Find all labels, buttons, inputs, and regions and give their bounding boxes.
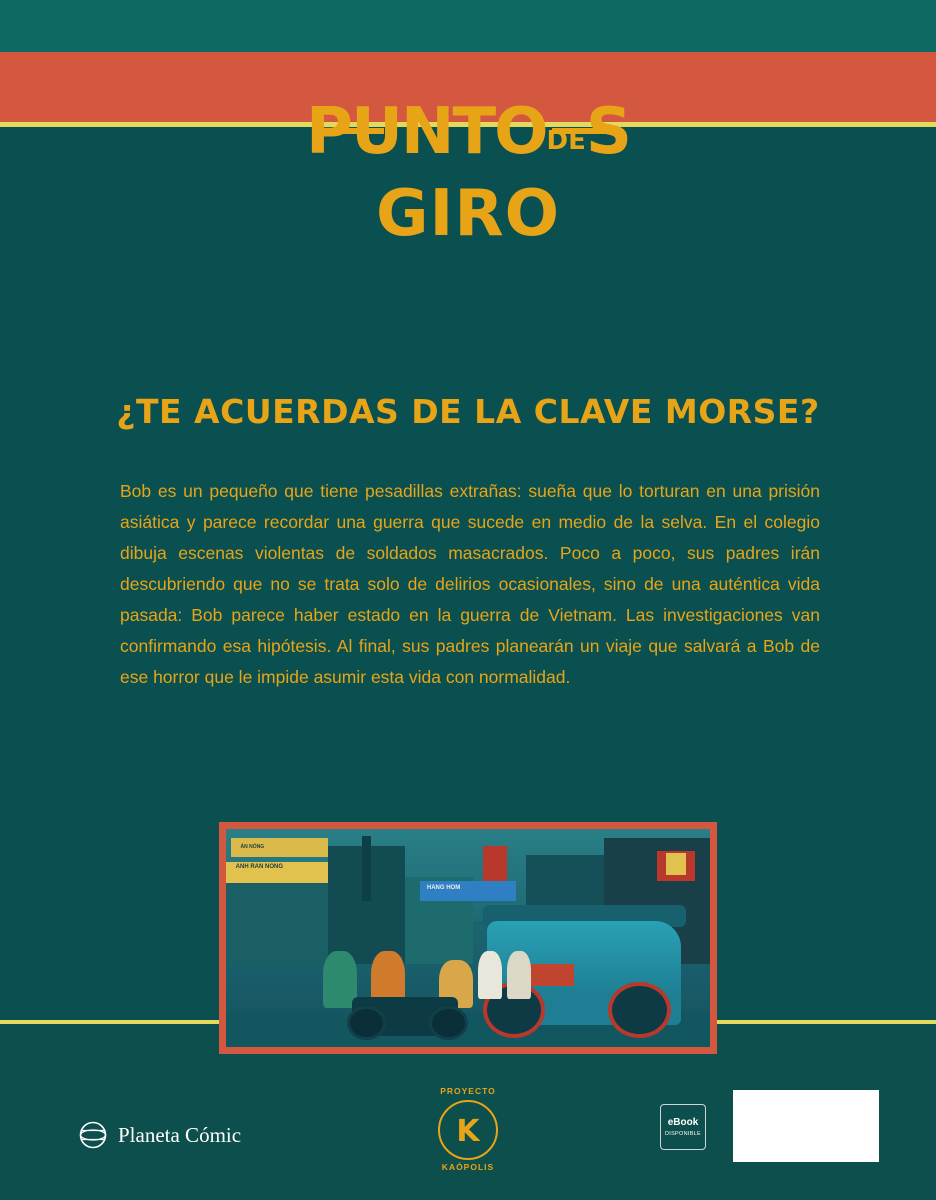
- artwork-tuktuk-wheel: [608, 982, 671, 1039]
- artwork-motorbike-wheel: [347, 1006, 386, 1041]
- barcode-placeholder: [733, 1090, 879, 1162]
- ebook-badge-subtitle: DISPONIBLE: [664, 1131, 701, 1137]
- artwork-lamppost: [362, 836, 372, 901]
- page-title: ¿TE ACUERDAS DE LA CLAVE MORSE?: [116, 392, 820, 431]
- artwork-rider: [323, 951, 357, 1008]
- imprint-letter: K: [456, 1114, 480, 1149]
- publisher-logo: [78, 1120, 241, 1150]
- artwork-sign-text-top: ÀN NÓNG: [240, 844, 265, 851]
- artwork-sign-text-blue: HANG HOM: [426, 884, 461, 891]
- cover-artwork: [226, 829, 710, 1047]
- artwork-sign-text-left: ANH RAN NONG: [235, 863, 284, 870]
- top-teal-band: [0, 0, 936, 52]
- imprint-bottom-text: KAÓPOLIS: [441, 1162, 495, 1172]
- globe-icon: [78, 1120, 108, 1150]
- series-logo: [0, 96, 936, 296]
- artwork-sign-red: [483, 846, 507, 881]
- logo-title: [0, 95, 936, 251]
- publisher-name: Planeta Cómic: [118, 1122, 242, 1147]
- logo-line-one: [0, 96, 936, 181]
- logo-word-s: S: [585, 95, 630, 169]
- logo-word-de: DE: [546, 126, 586, 156]
- ebook-badge: [660, 1104, 706, 1150]
- artwork-pedestrian: [478, 951, 502, 999]
- ebook-badge-title: eBook: [667, 1117, 699, 1128]
- cover-artwork-frame: [219, 822, 717, 1054]
- imprint-top-text: PROYECTO: [440, 1086, 496, 1096]
- imprint-logo: [424, 1084, 512, 1172]
- artwork-motorbike-wheel: [429, 1006, 468, 1041]
- synopsis-text: Bob es un pequeño que tiene pesadillas extrañas: sueña que lo torturan en una prisión asiática y parece recordar una guerra que sucede en medio de la selva. En el colegio dibuja escenas violentas de soldados masacrados. Poco a poco, sus padres irán descubriendo que no se trata solo de delirios ocasionales, sino de una auténtica vida pasada: Bob parece haber estado en la guerra de Vietnam. Las investigaciones van confirmando esa hipótesis. Al final, sus padres planearán un viaje que salvará a Bob de ese horror que le impide asumir esta vida con normalidad.: [120, 481, 820, 687]
- logo-word-punto: PUNTO: [306, 95, 547, 169]
- artwork-pedestrian: [507, 951, 531, 999]
- artwork-sign-yellow: [666, 853, 685, 875]
- logo-line-two: GIRO: [375, 177, 561, 251]
